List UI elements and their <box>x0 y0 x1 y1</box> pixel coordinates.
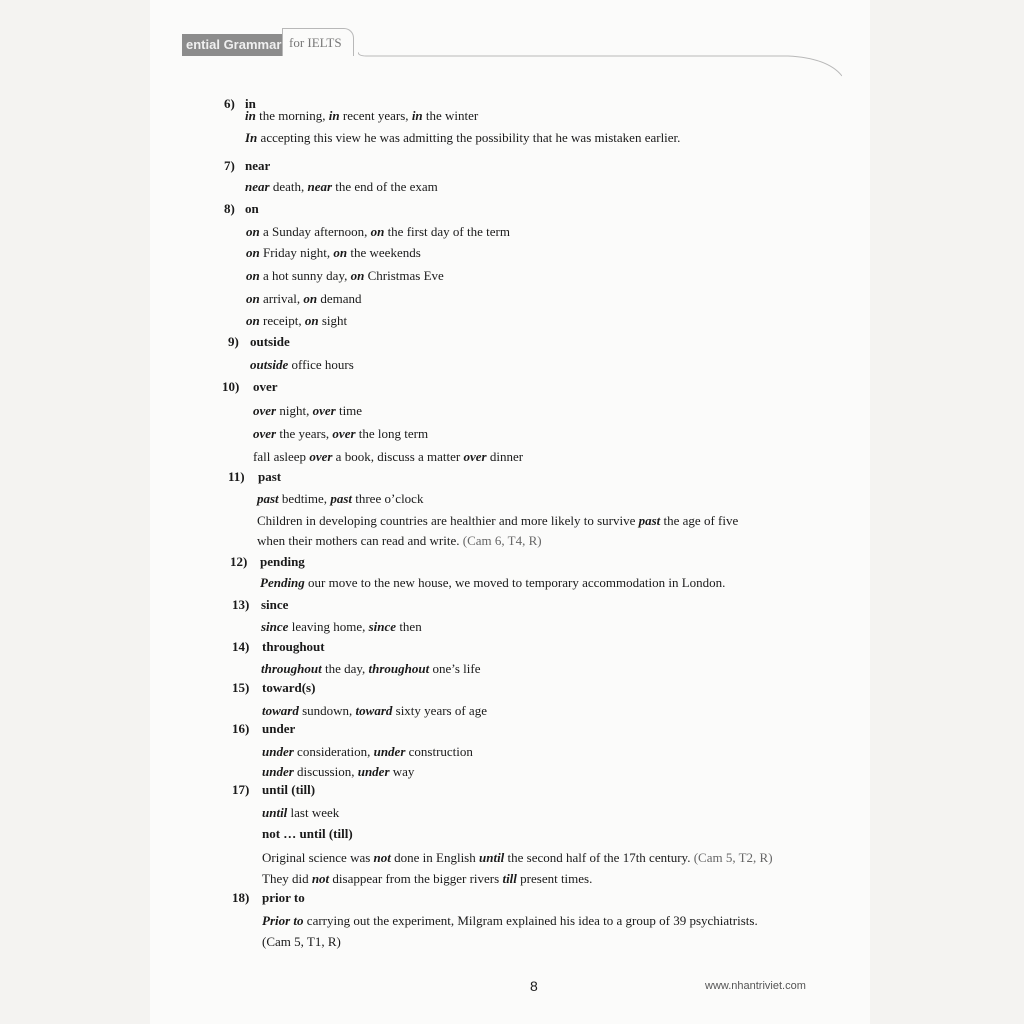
example-text: present times. <box>516 871 593 886</box>
example-text: time <box>335 403 363 418</box>
emphasized-preposition: until <box>262 805 288 820</box>
example-text: the weekends <box>347 245 421 260</box>
emphasized-preposition: in <box>328 108 340 123</box>
entry-number: 18) <box>232 890 250 905</box>
example-text: disappear from the bigger rivers <box>329 871 503 886</box>
emphasized-preposition: over <box>332 426 356 441</box>
example-text: a hot sunny day, <box>259 268 351 283</box>
example-text: sundown, <box>298 703 356 718</box>
entry-preposition: near <box>245 158 271 173</box>
example-line <box>250 357 354 373</box>
example-text: the morning, <box>255 108 329 123</box>
entry-preposition: on <box>245 201 259 216</box>
entry-preposition: in <box>245 96 256 111</box>
example-text: discussion, <box>293 764 358 779</box>
entry-preposition: outside <box>250 334 290 349</box>
website-url: www.nhantriviet.com <box>705 980 806 992</box>
entry-preposition: under <box>262 721 296 736</box>
example-text: demand <box>317 291 362 306</box>
example-text: done in English <box>390 850 479 865</box>
example-text: the years, <box>276 426 333 441</box>
example-text: three o’clock <box>351 491 424 506</box>
emphasized-preposition: past <box>330 491 352 506</box>
example-line <box>246 245 421 261</box>
example-text: receipt, <box>259 313 305 328</box>
example-text: dinner <box>486 449 524 464</box>
emphasized-preposition: toward <box>355 703 393 718</box>
example-text: consideration, <box>293 744 374 759</box>
emphasized-preposition: since <box>368 619 397 634</box>
entry-number: 10) <box>222 379 240 394</box>
example-text: death, <box>269 179 308 194</box>
emphasized-preposition: not <box>311 871 330 886</box>
entry-number: 8) <box>224 201 235 216</box>
running-header <box>182 24 358 56</box>
emphasized-preposition: under <box>262 744 294 759</box>
entry-number: 11) <box>228 469 245 484</box>
emphasized-preposition: until <box>479 850 505 865</box>
example-text: the end of the exam <box>332 179 438 194</box>
example-line <box>253 449 523 465</box>
entry-number: 12) <box>230 554 248 569</box>
example-line <box>260 575 725 591</box>
emphasized-preposition: throughout <box>261 661 322 676</box>
emphasized-preposition: In <box>245 130 258 145</box>
entry-number: 6) <box>224 96 235 111</box>
example-text: bedtime, <box>278 491 331 506</box>
emphasized-preposition: on <box>333 245 348 260</box>
emphasized-preposition: Pending <box>260 575 305 590</box>
emphasized-preposition: near <box>307 179 333 194</box>
example-line <box>262 764 414 780</box>
entry-preposition: past <box>258 469 282 484</box>
header-title-dark: ential Grammar <box>182 34 282 56</box>
emphasized-preposition: since <box>261 619 289 634</box>
example-text: then <box>396 619 422 634</box>
entry-preposition: over <box>253 379 278 394</box>
example-text: Friday night, <box>259 245 334 260</box>
example-text: the age of five <box>660 513 739 528</box>
entry-number: 16) <box>232 721 250 736</box>
emphasized-preposition: on <box>303 291 318 306</box>
example-line <box>262 703 487 719</box>
emphasized-preposition: till <box>502 871 517 886</box>
emphasized-preposition: past <box>638 513 661 528</box>
example-text: one’s life <box>429 661 481 676</box>
example-text: the long term <box>355 426 429 441</box>
example-text: They did <box>262 871 312 886</box>
example-text: office hours <box>288 357 354 372</box>
emphasized-preposition: over <box>463 449 487 464</box>
emphasized-preposition: past <box>257 491 279 506</box>
example-text: sight <box>318 313 348 328</box>
emphasized-preposition: throughout <box>368 661 430 676</box>
example-line <box>245 108 478 124</box>
entry-number: 9) <box>228 334 239 349</box>
example-line <box>262 826 353 842</box>
example-text: fall asleep <box>253 449 310 464</box>
emphasized-preposition: in <box>245 108 256 123</box>
example-text: a Sunday afternoon, <box>259 224 371 239</box>
example-line <box>257 533 542 549</box>
example-text: the first day of the term <box>384 224 510 239</box>
example-text: way <box>389 764 415 779</box>
example-line <box>246 291 362 307</box>
entry-number: 13) <box>232 597 250 612</box>
example-text: our move to the new house, we moved to temporary accommodation in London. <box>304 575 726 590</box>
emphasized-preposition: on <box>246 224 260 239</box>
emphasized-preposition: on <box>246 245 260 260</box>
entry-number: 15) <box>232 680 250 695</box>
example-line <box>246 224 510 240</box>
entry-preposition: prior to <box>262 890 305 905</box>
emphasized-preposition: toward <box>262 703 299 718</box>
entry-preposition: since <box>261 597 289 612</box>
emphasized-preposition: over <box>253 426 277 441</box>
emphasized-preposition: over <box>309 449 333 464</box>
example-text: the day, <box>321 661 369 676</box>
header-title-light: for IELTS <box>282 28 354 56</box>
example-text: Christmas Eve <box>364 268 444 283</box>
example-text: (Cam 5, T1, R) <box>262 934 341 949</box>
emphasized-preposition: under <box>262 764 294 779</box>
example-line <box>257 513 738 529</box>
entry-number: 14) <box>232 639 250 654</box>
example-line <box>262 805 339 821</box>
entry-preposition: toward(s) <box>262 680 316 695</box>
emphasized-preposition: on <box>370 224 385 239</box>
emphasized-preposition: not <box>373 850 391 865</box>
emphasized-preposition: outside <box>250 357 289 372</box>
source-reference: (Cam 5, T2, R) <box>693 850 773 865</box>
emphasized-preposition: near <box>245 179 270 194</box>
example-line <box>245 130 680 146</box>
example-text: Original science was <box>262 850 374 865</box>
example-text: recent years, <box>339 108 412 123</box>
example-line <box>261 619 422 635</box>
source-reference: (Cam 6, T4, R) <box>462 533 542 548</box>
example-text: the winter <box>422 108 479 123</box>
emphasized-preposition: on <box>246 291 260 306</box>
example-line <box>262 913 758 929</box>
emphasized-preposition: on <box>246 268 260 283</box>
emphasized-preposition: in <box>411 108 423 123</box>
example-line <box>262 871 592 887</box>
entry-preposition: throughout <box>262 639 325 654</box>
example-line <box>253 403 362 419</box>
emphasized-preposition: under <box>357 764 390 779</box>
example-text: carrying out the experiment, Milgram explained his idea to a group of 39 psychiatrists. <box>303 913 758 928</box>
example-line <box>261 661 480 677</box>
emphasized-preposition: on <box>350 268 365 283</box>
example-line <box>262 744 473 760</box>
example-line <box>262 934 341 950</box>
emphasized-preposition: Prior to <box>262 913 304 928</box>
entry-number: 7) <box>224 158 235 173</box>
entry-number: 17) <box>232 782 250 797</box>
example-text: sixty years of age <box>392 703 487 718</box>
example-line <box>257 491 423 507</box>
page-number: 8 <box>530 978 538 994</box>
example-text: night, <box>276 403 313 418</box>
emphasized-preposition: over <box>253 403 277 418</box>
emphasized-preposition: on <box>304 313 319 328</box>
example-text: construction <box>405 744 473 759</box>
header-rule <box>358 52 842 78</box>
example-text: when their mothers can read and write. <box>257 533 463 548</box>
example-line <box>246 313 347 329</box>
example-line <box>253 426 428 442</box>
emphasized-preposition: on <box>246 313 260 328</box>
entry-preposition: until (till) <box>262 782 316 797</box>
example-line <box>262 850 773 866</box>
entry-preposition: pending <box>260 554 305 569</box>
example-text: accepting this view he was admitting the possibility that he was mistaken earlier. <box>257 130 681 145</box>
example-text: leaving home, <box>288 619 369 634</box>
example-line <box>245 179 438 195</box>
example-text: Children in developing countries are healthier and more likely to survive <box>257 513 639 528</box>
emphasized-preposition: under <box>373 744 406 759</box>
example-text: a book, discuss a matter <box>332 449 464 464</box>
example-line <box>246 268 444 284</box>
emphasized-preposition: over <box>312 403 336 418</box>
sub-heading: not … until (till) <box>262 826 353 841</box>
example-text: last week <box>287 805 340 820</box>
example-text: arrival, <box>259 291 304 306</box>
example-text: the second half of the 17th century. <box>504 850 694 865</box>
